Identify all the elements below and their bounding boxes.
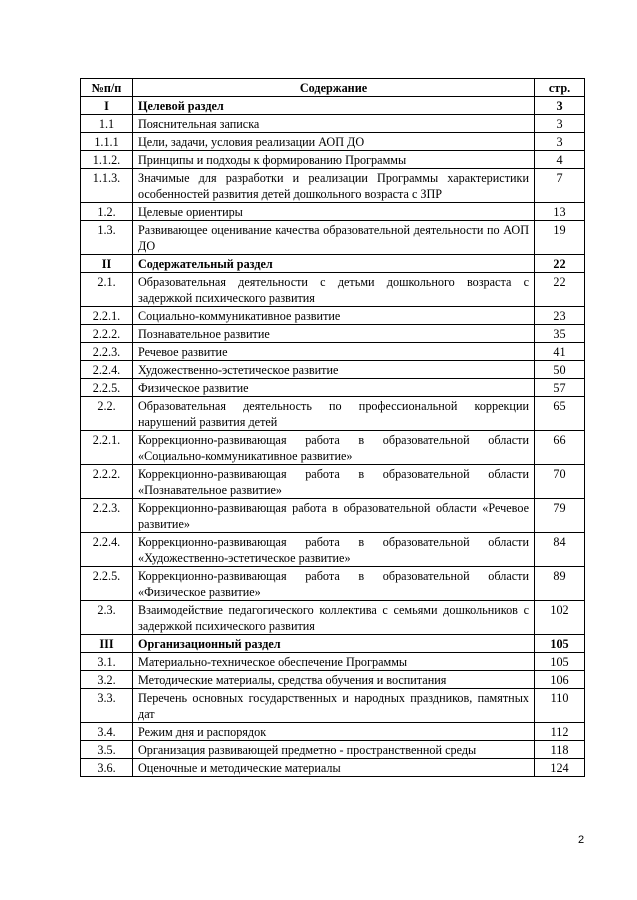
row-number: 3.5.	[81, 741, 133, 759]
table-row	[81, 759, 585, 777]
row-title: Образовательная деятельности с детьми дошкольного возраста с задержкой психического развития	[133, 273, 535, 307]
table-row	[81, 397, 585, 431]
table-row	[81, 533, 585, 567]
row-page: 4	[535, 151, 585, 169]
table-header-row	[81, 79, 585, 97]
row-number: 2.2.1.	[81, 431, 133, 465]
row-page: 105	[535, 635, 585, 653]
row-page: 50	[535, 361, 585, 379]
row-number: 2.2.3.	[81, 499, 133, 533]
row-number: 2.2.2.	[81, 325, 133, 343]
table-row	[81, 343, 585, 361]
row-title: Цели, задачи, условия реализации АОП ДО	[133, 133, 535, 151]
row-number: I	[81, 97, 133, 115]
header-number: №п/п	[81, 79, 133, 97]
row-page: 13	[535, 203, 585, 221]
table-row	[81, 567, 585, 601]
row-number: 2.3.	[81, 601, 133, 635]
row-number: 1.3.	[81, 221, 133, 255]
row-title: Физическое развитие	[133, 379, 535, 397]
row-page: 19	[535, 221, 585, 255]
row-number: 2.2.	[81, 397, 133, 431]
row-number: 3.4.	[81, 723, 133, 741]
header-page: стр.	[535, 79, 585, 97]
row-page: 70	[535, 465, 585, 499]
row-title: Целевые ориентиры	[133, 203, 535, 221]
row-title: Социально-коммуникативное развитие	[133, 307, 535, 325]
row-page: 66	[535, 431, 585, 465]
row-page: 35	[535, 325, 585, 343]
row-page: 106	[535, 671, 585, 689]
table-row	[81, 203, 585, 221]
row-title: Содержательный раздел	[133, 255, 535, 273]
row-number: 3.6.	[81, 759, 133, 777]
row-number: III	[81, 635, 133, 653]
row-title: Материально-техническое обеспечение Программы	[133, 653, 535, 671]
row-title: Значимые для разработки и реализации Программы характеристики особенностей развития детей дошкольного возраста с ЗПР	[133, 169, 535, 203]
table-row	[81, 741, 585, 759]
table-of-contents	[80, 78, 585, 777]
row-number: 2.2.5.	[81, 379, 133, 397]
row-title: Организационный раздел	[133, 635, 535, 653]
row-number: 1.1.2.	[81, 151, 133, 169]
row-page: 118	[535, 741, 585, 759]
table-row	[81, 499, 585, 533]
row-page: 89	[535, 567, 585, 601]
table-row	[81, 465, 585, 499]
row-page: 3	[535, 133, 585, 151]
table-row	[81, 133, 585, 151]
row-number: 1.2.	[81, 203, 133, 221]
table-body	[81, 97, 585, 777]
row-title: Коррекционно-развивающая работа в образовательной области «Художественно-эстетическое развитие»	[133, 533, 535, 567]
row-title: Перечень основных государственных и народных праздников, памятных дат	[133, 689, 535, 723]
row-page: 84	[535, 533, 585, 567]
row-page: 22	[535, 273, 585, 307]
row-title: Методические материалы, средства обучения и воспитания	[133, 671, 535, 689]
row-page: 57	[535, 379, 585, 397]
page-number: 2	[578, 834, 585, 846]
row-title: Речевое развитие	[133, 343, 535, 361]
row-number: 2.2.4.	[81, 533, 133, 567]
table-row	[81, 671, 585, 689]
header-content: Содержание	[133, 79, 535, 97]
row-title: Целевой раздел	[133, 97, 535, 115]
row-number: 2.1.	[81, 273, 133, 307]
section-row	[81, 97, 585, 115]
row-page: 79	[535, 499, 585, 533]
table-row	[81, 307, 585, 325]
row-title: Коррекционно-развивающая работа в образовательной области «Социально-коммуникативное развитие»	[133, 431, 535, 465]
table-row	[81, 325, 585, 343]
table-row	[81, 601, 585, 635]
table-row	[81, 221, 585, 255]
section-row	[81, 255, 585, 273]
row-title: Принципы и подходы к формированию Программы	[133, 151, 535, 169]
row-title: Художественно-эстетическое развитие	[133, 361, 535, 379]
row-number: 1.1	[81, 115, 133, 133]
row-page: 112	[535, 723, 585, 741]
row-title: Развивающее оценивание качества образовательной деятельности по АОП ДО	[133, 221, 535, 255]
table-row	[81, 379, 585, 397]
row-number: 2.2.5.	[81, 567, 133, 601]
row-title: Образовательная деятельность по профессиональной коррекции нарушений развития детей	[133, 397, 535, 431]
row-number: II	[81, 255, 133, 273]
row-page: 3	[535, 97, 585, 115]
table-row	[81, 273, 585, 307]
row-page: 7	[535, 169, 585, 203]
table-row	[81, 689, 585, 723]
row-title: Организация развивающей предметно - пространственной среды	[133, 741, 535, 759]
row-title: Познавательное развитие	[133, 325, 535, 343]
row-number: 2.2.4.	[81, 361, 133, 379]
row-page: 65	[535, 397, 585, 431]
row-number: 3.1.	[81, 653, 133, 671]
row-title: Оценочные и методические материалы	[133, 759, 535, 777]
row-number: 2.2.3.	[81, 343, 133, 361]
row-number: 2.2.2.	[81, 465, 133, 499]
row-title: Коррекционно-развивающая работа в образовательной области «Познавательное развитие»	[133, 465, 535, 499]
row-number: 3.3.	[81, 689, 133, 723]
row-number: 3.2.	[81, 671, 133, 689]
row-page: 3	[535, 115, 585, 133]
row-number: 2.2.1.	[81, 307, 133, 325]
row-title: Коррекционно-развивающая работа в образовательной области «Речевое развитие»	[133, 499, 535, 533]
row-page: 22	[535, 255, 585, 273]
table-row	[81, 723, 585, 741]
row-page: 110	[535, 689, 585, 723]
row-title: Пояснительная записка	[133, 115, 535, 133]
row-title: Коррекционно-развивающая работа в образовательной области «Физическое развитие»	[133, 567, 535, 601]
row-page: 23	[535, 307, 585, 325]
table-row	[81, 115, 585, 133]
row-page: 41	[535, 343, 585, 361]
table-row	[81, 361, 585, 379]
table-row	[81, 169, 585, 203]
row-number: 1.1.3.	[81, 169, 133, 203]
row-page: 124	[535, 759, 585, 777]
row-page: 105	[535, 653, 585, 671]
row-title: Режим дня и распорядок	[133, 723, 535, 741]
table-row	[81, 653, 585, 671]
row-page: 102	[535, 601, 585, 635]
row-title: Взаимодействие педагогического коллектива с семьями дошкольников с задержкой психического развития	[133, 601, 535, 635]
row-number: 1.1.1	[81, 133, 133, 151]
section-row	[81, 635, 585, 653]
table-row	[81, 151, 585, 169]
table-row	[81, 431, 585, 465]
